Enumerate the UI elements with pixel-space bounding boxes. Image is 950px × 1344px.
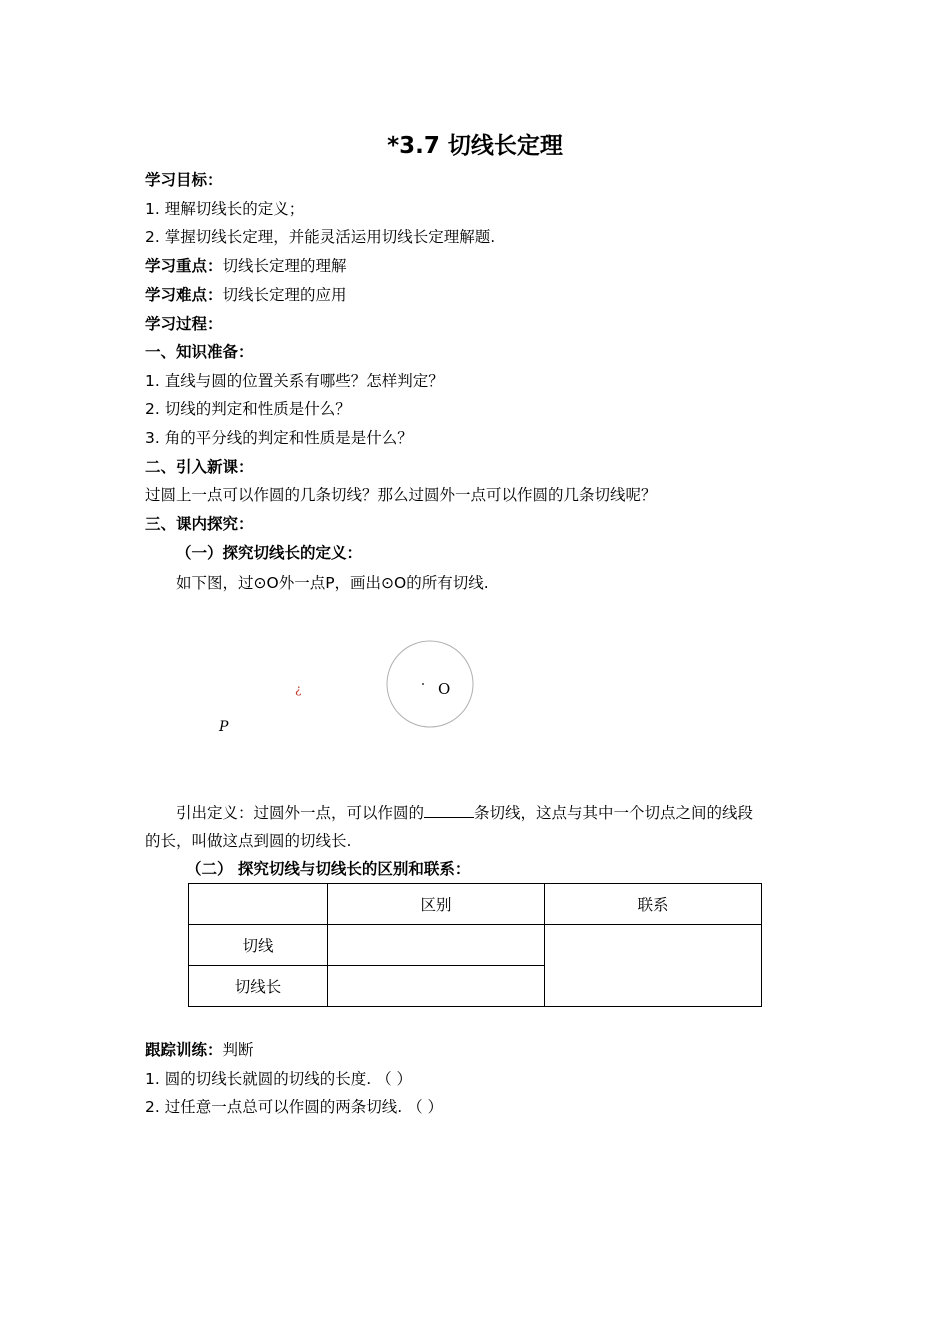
- page-title: *3.7 切线长定理: [387, 133, 563, 159]
- comparison-table: [188, 883, 762, 1007]
- section3-heading: 三、课内探究：: [145, 515, 254, 533]
- center-dot: [422, 683, 424, 685]
- point-p-label: P: [219, 719, 229, 735]
- practice-item: 1. 圆的切线长就圆的切线的长度. （ ）: [145, 1070, 412, 1088]
- sub1-heading: （一）探究切线长的定义：: [176, 544, 363, 562]
- row-label: 切线: [189, 925, 328, 966]
- table-header-cell: 区别: [328, 884, 545, 925]
- practice-label: 跟踪训练：: [145, 1041, 223, 1059]
- center-label: O: [438, 680, 451, 698]
- table-header-row: [189, 884, 762, 925]
- circle-figure: [200, 630, 500, 745]
- definition-part1: 引出定义：过圆外一点，可以作圆的: [176, 804, 425, 822]
- definition-line2: 的长，叫做这点到圆的切线长.: [145, 832, 352, 850]
- practice-text: 判断: [222, 1041, 254, 1059]
- row-label: 切线长: [189, 966, 328, 1007]
- objectives-label-text: 学习目标：: [145, 171, 223, 189]
- difference-cell[interactable]: [328, 966, 545, 1007]
- section1-item: 1. 直线与圆的位置关系有哪些？怎样判定？: [145, 372, 444, 390]
- difference-cell[interactable]: [328, 925, 545, 966]
- difficulty-label: 学习难点：: [145, 286, 223, 304]
- key-point-label: 学习重点：: [145, 257, 223, 275]
- objectives-label: [145, 169, 223, 191]
- process-label: 学习过程：: [145, 315, 223, 333]
- difficulty: [145, 284, 347, 306]
- definition-blank[interactable]: [424, 802, 474, 818]
- section1-item: 3. 角的平分线的判定和性质是是什么？: [145, 429, 413, 447]
- sub1-instruction: 如下图，过⊙O外一点P，画出⊙O的所有切线.: [176, 574, 489, 592]
- objective-item: 2. 掌握切线长定理，并能灵活运用切线长定理解题.: [145, 228, 496, 246]
- table-header-cell: [189, 884, 328, 925]
- practice-item: 2. 过任意一点总可以作圆的两条切线. （ ）: [145, 1098, 443, 1116]
- objective-item: 1. 理解切线长的定义；: [145, 200, 305, 218]
- key-point: [145, 255, 347, 277]
- definition-line1: [176, 802, 753, 824]
- sub2-heading: （二） 探究切线与切线长的区别和联系：: [186, 860, 471, 878]
- circle-o: [387, 641, 473, 727]
- section1-item: 2. 切线的判定和性质是什么？: [145, 400, 351, 418]
- section1-heading: 一、知识准备：: [145, 343, 254, 361]
- connection-cell[interactable]: [545, 925, 762, 1007]
- table-header-cell: 联系: [545, 884, 762, 925]
- table-row: [189, 925, 762, 966]
- section2-text: 过圆上一点可以作圆的几条切线？那么过圆外一点可以作圆的几条切线呢？: [145, 486, 657, 504]
- difficulty-text: 切线长定理的应用: [222, 286, 347, 304]
- practice: [145, 1039, 254, 1061]
- stray-mark: ¿: [295, 682, 302, 696]
- key-point-text: 切线长定理的理解: [222, 257, 347, 275]
- section2-heading: 二、引入新课：: [145, 458, 254, 476]
- definition-part2: 条切线，这点与其中一个切点之间的线段: [474, 804, 754, 822]
